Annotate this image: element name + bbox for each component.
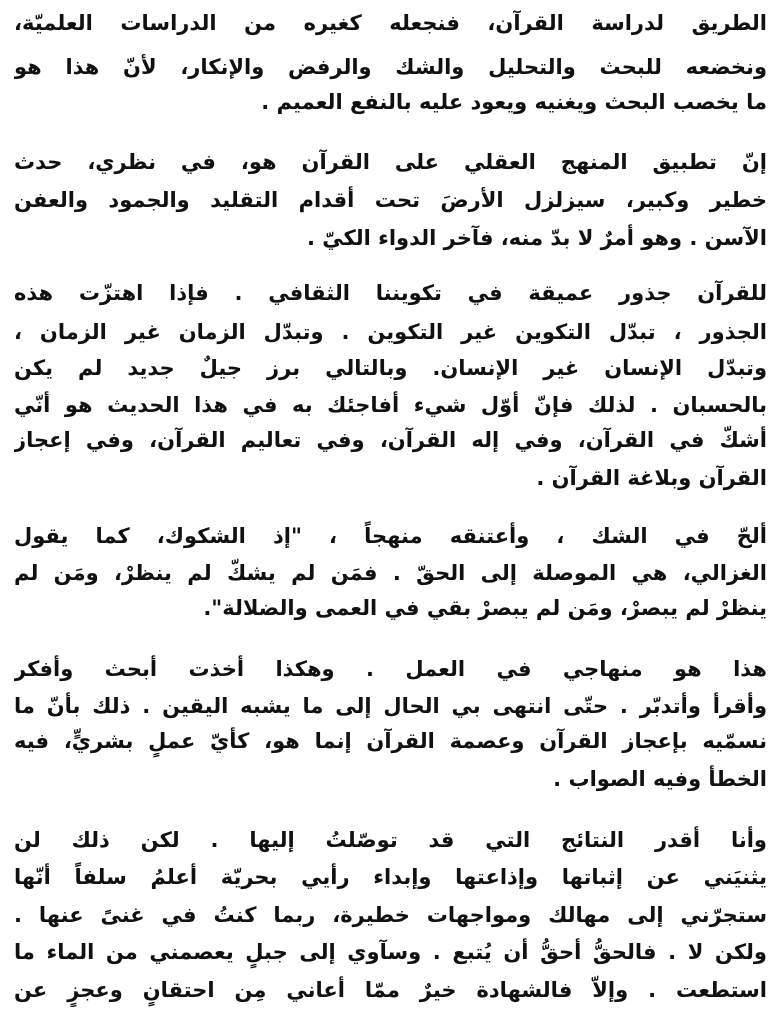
text-line: ما يخصب البحث ويغنيه ويعود عليه بالنفع العميم . [261,90,767,114]
text-line: الطريق لدراسة القرآن، فنجعله كغيره من الدراسات العلميّة، [14,11,767,35]
text-line: إنّ تطبيق المنهج العقلي على القرآن هو، في نظري، حدث [14,150,767,174]
text-line: الغزالي، هي الموصلة إلى الحقّ . فمَن لم يشكّ لم ينظرْ، ومَن لم [14,561,767,585]
text-line: الخطأ وفيه الصواب . [553,767,767,791]
text-line: ينظرْ لم يبصرْ، ومَن لم يبصرْ بقي في العمى والضلالة". [203,596,767,620]
text-line: استطعت . وإلاّ فالشهادة خيرٌ ممّا أعاني مِن احتقانٍ وعجزٍ عن [14,978,767,1002]
text-line: الآسن . وهو أمرٌ لا بدّ منه، فآخر الدواء الكيّ . [306,226,767,250]
text-line: للقرآن جذور عميقة في تكويننا الثقافي . فإذا اهتزّت هذه [14,281,767,305]
text-line: وأقرأ وأتدبّر . حتّى انتهى بي الحال إلى ما يشبه اليقين . ذلك بأنّ ما [14,694,767,718]
text-line: يثنيَني عن إثباتها وإذاعتها وإبداء رأيي بحريّة أعلمُ سلفاً أنّها [14,865,767,889]
text-line: وأنا أقدر النتائج التي قد توصّلتُ إليها . لكن ذلك لن [14,828,767,852]
text-line: نسمّيه بإعجاز القرآن وعصمة القرآن إنما هو، كأيّ عملٍ بشريٍّ، فيه [14,729,767,753]
text-line: الجذور ، تبدّل التكوين غير التكوين . وتبدّل الزمان غير الزمان ، [14,320,767,344]
text-line: ولكن لا . فالحقُّ أحقُّ أن يُتبع . وسآوي إلى جبلٍ يعصمني من الماء ما [14,940,767,964]
text-line: بالحسبان . لذلك فإنّ أوّل شيء أفاجئك به في هذا الحديث هو أنّي [14,393,767,417]
text-line: وتبدّل الإنسان غير الإنسان. وبالتالي برز جيلٌ جديد لم يكن [14,356,767,380]
text-line: خطير وكبير، سيزلزل الأرضَ تحت أقدام التقليد والجمود والعفن [14,188,767,212]
text-line: ستجرّني إلى مهالك ومواجهات خطيرة، ربما كنتُ في غنىً عنها . [14,903,767,927]
text-line: هذا هو منهاجي في العمل . وهكذا أخذت أبحث وأفكر [14,657,767,681]
text-line: ألحّ في الشك ، وأعتنقه منهجاً ، "إذ الشكوك، كما يقول [14,524,767,548]
text-line: ونخضعه للبحث والتحليل والشك والرفض والإنكار، لأنّ هذا هو [14,55,767,79]
text-line: القرآن وبلاغة القرآن . [536,466,767,490]
text-line: أشكّ في القرآن، وفي إله القرآن، وفي تعاليم القرآن، وفي إعجاز [14,428,767,452]
